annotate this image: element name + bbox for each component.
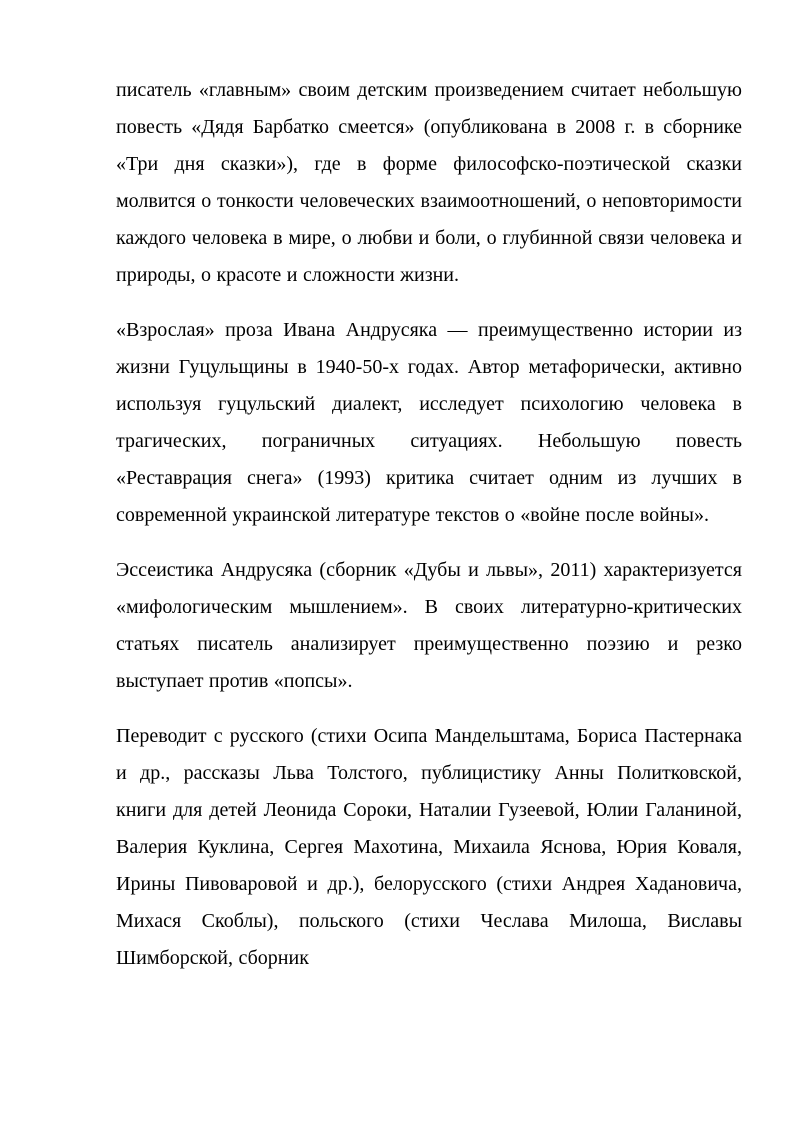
paragraph-children-prose: писатель «главным» своим детским произведением считает небольшую повесть «Дядя Барбатко смеется» (опубликована в 2008 г. в сборнике «Три дня сказки»), где в форме философско-поэтической сказки молвится о тонкости человеческих взаимоотношений, о неповторимости каждого человека в мире, о любви и боли, о глубинной связи человека и природы, о красоте и сложности жизни. [116, 79, 742, 286]
paragraph-essays: Эссеистика Андрусяка (сборник «Дубы и львы», 2011) характеризуется «мифологическим мышлением». В своих литературно-критических статьях писатель анализирует преимущественно поэзию и резко выступает против «попсы». [116, 559, 742, 692]
document-page [116, 72, 742, 977]
paragraph-adult-prose: «Взрослая» проза Ивана Андрусяка — преимущественно истории из жизни Гуцульщины в 1940-50-х годах. Автор метафорически, активно используя гуцульский диалект, исследует психологию человека в трагических, пограничных ситуациях. Небольшую повесть «Реставрация снега» (1993) критика считает одним из лучших в современной украинской литературе текстов о «войне после войны». [116, 319, 742, 526]
paragraph-translations: Переводит с русского (стихи Осипа Мандельштама, Бориса Пастернака и др., рассказы Льва Толстого, публицистику Анны Политковской, книги для детей Леонида Сороки, Наталии Гузеевой, Юлии Галаниной, Валерия Куклина, Сергея Махотина, Михаила Яснова, Юрия Коваля, Ирины Пивоваровой и др.), белорусского (стихи Андрея Хадановича, Михася Скоблы), польского (стихи Чеслава Милоша, Виславы Шимборской, сборник [116, 725, 742, 969]
